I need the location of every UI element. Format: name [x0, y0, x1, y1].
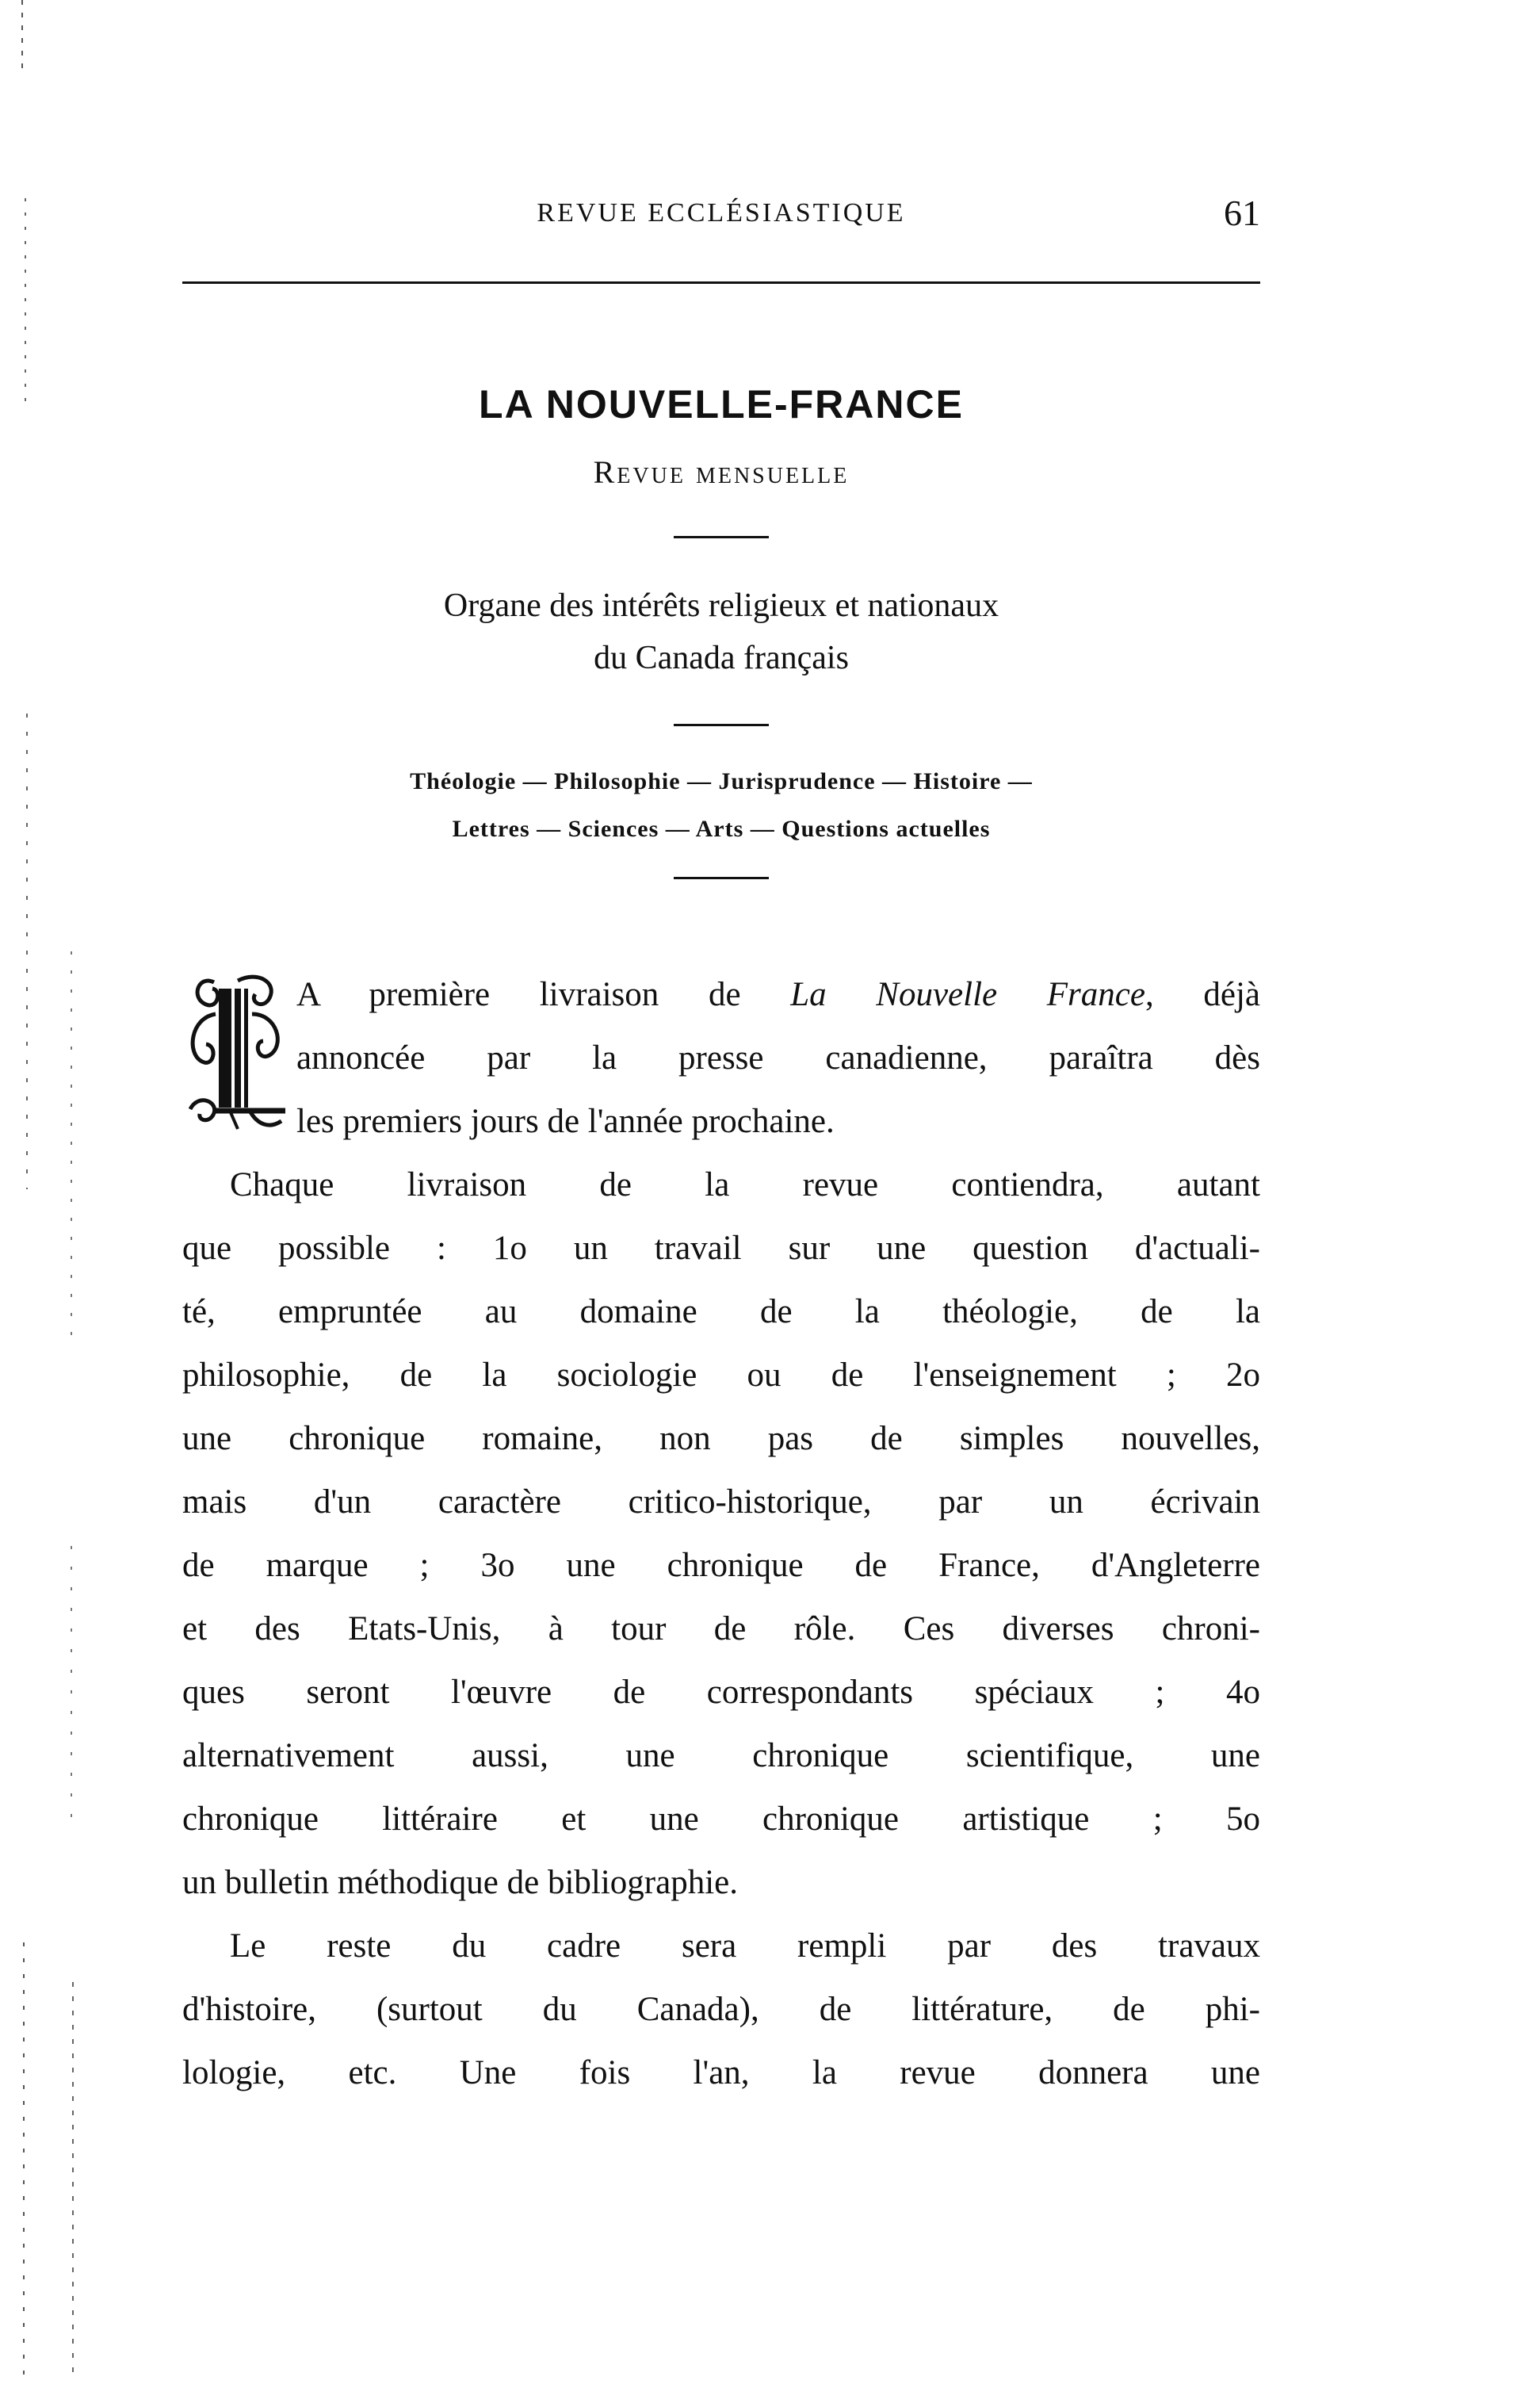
title-block: [182, 373, 1260, 879]
journal-name-italic: La Nouvelle France: [790, 976, 1145, 1013]
text-line: les premiers jours de l'année prochaine.: [296, 1103, 835, 1140]
article-body: [182, 963, 1260, 2105]
running-title: REVUE ECCLÉSIASTIQUE: [537, 198, 906, 228]
text-line: ques seront l'œuvre de correspondants spéciaux ; 4o: [182, 1674, 1260, 1711]
topics-line-1: Théologie — Philosophie — Jurisprudence — Histoire —: [410, 768, 1033, 794]
paragraph-1: [182, 963, 1260, 1154]
text-line: que possible : 1o un travail sur une question d'actuali-: [182, 1230, 1260, 1267]
divider-rule: [674, 536, 769, 538]
topics-list: [182, 758, 1260, 853]
text-line: une chronique romaine, non pas de simples nouvelles,: [182, 1420, 1260, 1457]
ornamental-dropcap: [182, 966, 293, 1149]
text-line: d'histoire, (surtout du Canada), de littérature, de phi-: [182, 1991, 1260, 2028]
text-line: [182, 963, 1260, 1027]
journal-title: LA NOUVELLE-FRANCE: [479, 382, 964, 427]
text-line: mais d'un caractère critico-historique, par un écrivain: [182, 1483, 1260, 1521]
text-line: un bulletin méthodique de bibliographie.: [182, 1864, 738, 1901]
paragraph-2: [182, 1154, 1260, 1915]
text-line: annoncée par la presse canadienne, paraîtra dès: [296, 1039, 1260, 1077]
divider-rule: [674, 877, 769, 879]
paragraph-3: [182, 1915, 1260, 2105]
organ-line-1: Organe des intérêts religieux et nationaux: [443, 587, 999, 624]
organ-description: [182, 580, 1260, 684]
text-line: de marque ; 3o une chronique de France, d'Angleterre: [182, 1547, 1260, 1584]
divider-rule: [674, 724, 769, 726]
text-line: té, empruntée au domaine de la théologie, de la: [182, 1293, 1260, 1330]
header-rule: [182, 281, 1260, 284]
text-line: philosophie, de la sociologie ou de l'enseignement ; 2o: [182, 1357, 1260, 1394]
scan-edge-artifacts: [16, 0, 87, 2384]
running-head: [182, 193, 1260, 254]
topics-line-2: Lettres — Sciences — Arts — Questions actuelles: [452, 816, 991, 842]
text-line: chronique littéraire et une chronique artistique ; 5o: [182, 1800, 1260, 1838]
text-line: lologie, etc. Une fois l'an, la revue donnera une: [182, 2054, 1260, 2091]
organ-line-2: du Canada français: [594, 640, 849, 676]
text-line: Le reste du cadre sera rempli par des travaux: [230, 1927, 1260, 1965]
text-line: et des Etats-Unis, à tour de rôle. Ces diverses chroni-: [182, 1610, 1260, 1647]
text-line: alternativement aussi, une chronique scientifique, une: [182, 1737, 1260, 1774]
text-line: Chaque livraison de la revue contiendra, autant: [230, 1166, 1260, 1203]
journal-subtitle: Revue mensuelle: [593, 454, 850, 490]
text-run: , déjà: [1144, 976, 1260, 1013]
page-number: 61: [1224, 193, 1260, 233]
text-run: A première livraison de: [296, 976, 791, 1013]
